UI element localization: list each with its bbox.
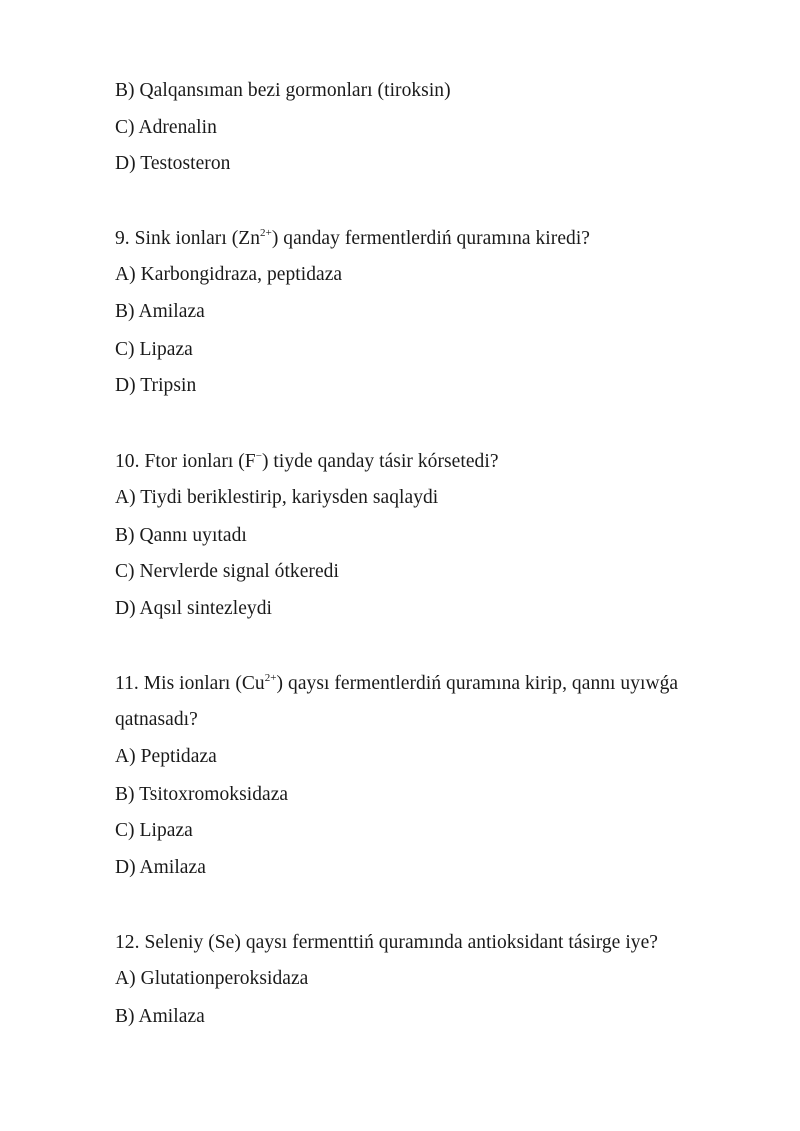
question-11-superscript: 2+ <box>264 672 277 684</box>
question-10-text-start: 10. Ftor ionları (F <box>115 451 256 472</box>
question-11-option-d: D) Amilaza <box>115 857 206 878</box>
question-11-text-start: 11. Mis ionları (Cu <box>115 673 265 694</box>
question-10-text <box>115 450 499 474</box>
question-12-option-b: B) Amilaza <box>115 1006 205 1027</box>
prev-question-option-b: B) Qalqansıman bezi gormonları (tiroksin) <box>115 80 451 101</box>
question-12-option-a: A) Glutationperoksidaza <box>115 968 309 989</box>
question-11-text <box>115 672 678 696</box>
question-10-superscript: − <box>255 450 262 462</box>
question-11-text-line2: qatnasadı? <box>115 709 198 730</box>
question-9-option-b: B) Amilaza <box>115 301 205 322</box>
question-9-text-start: 9. Sink ionları (Zn <box>115 228 261 249</box>
prev-question-option-c: C) Adrenalin <box>115 117 217 138</box>
question-12-text: 12. Seleniy (Se) qaysı fermenttiń quramında antioksidant tásirge iye? <box>115 932 658 953</box>
question-10-text-end: ) tiyde qanday tásir kórsetedi? <box>261 451 499 472</box>
question-9-superscript: 2+ <box>260 227 272 239</box>
question-9-text-end: ) qanday fermentlerdiń quramına kiredi? <box>271 228 590 249</box>
question-10-option-b: B) Qannı uyıtadı <box>115 525 247 546</box>
question-11-option-a: A) Peptidaza <box>115 746 217 767</box>
question-9-option-a: A) Karbongidraza, peptidaza <box>115 264 343 285</box>
question-10-option-d: D) Aqsıl sintezleydi <box>115 598 272 619</box>
question-10-option-c: C) Nervlerde signal ótkeredi <box>115 561 339 582</box>
question-10-option-a: A) Tiydi beriklestirip, kariysden saqlaydi <box>115 487 439 508</box>
question-9-option-c: C) Lipaza <box>115 339 193 360</box>
prev-question-option-d: D) Testosteron <box>115 153 231 174</box>
question-9-text <box>115 227 590 251</box>
question-11-text-end: ) qaysı fermentlerdiń quramına kirip, qannı uyıwǵa <box>276 673 679 694</box>
question-11-option-b: B) Tsitoxromoksidaza <box>115 784 289 805</box>
question-11-option-c: C) Lipaza <box>115 820 193 841</box>
question-9-option-d: D) Tripsin <box>115 375 197 396</box>
